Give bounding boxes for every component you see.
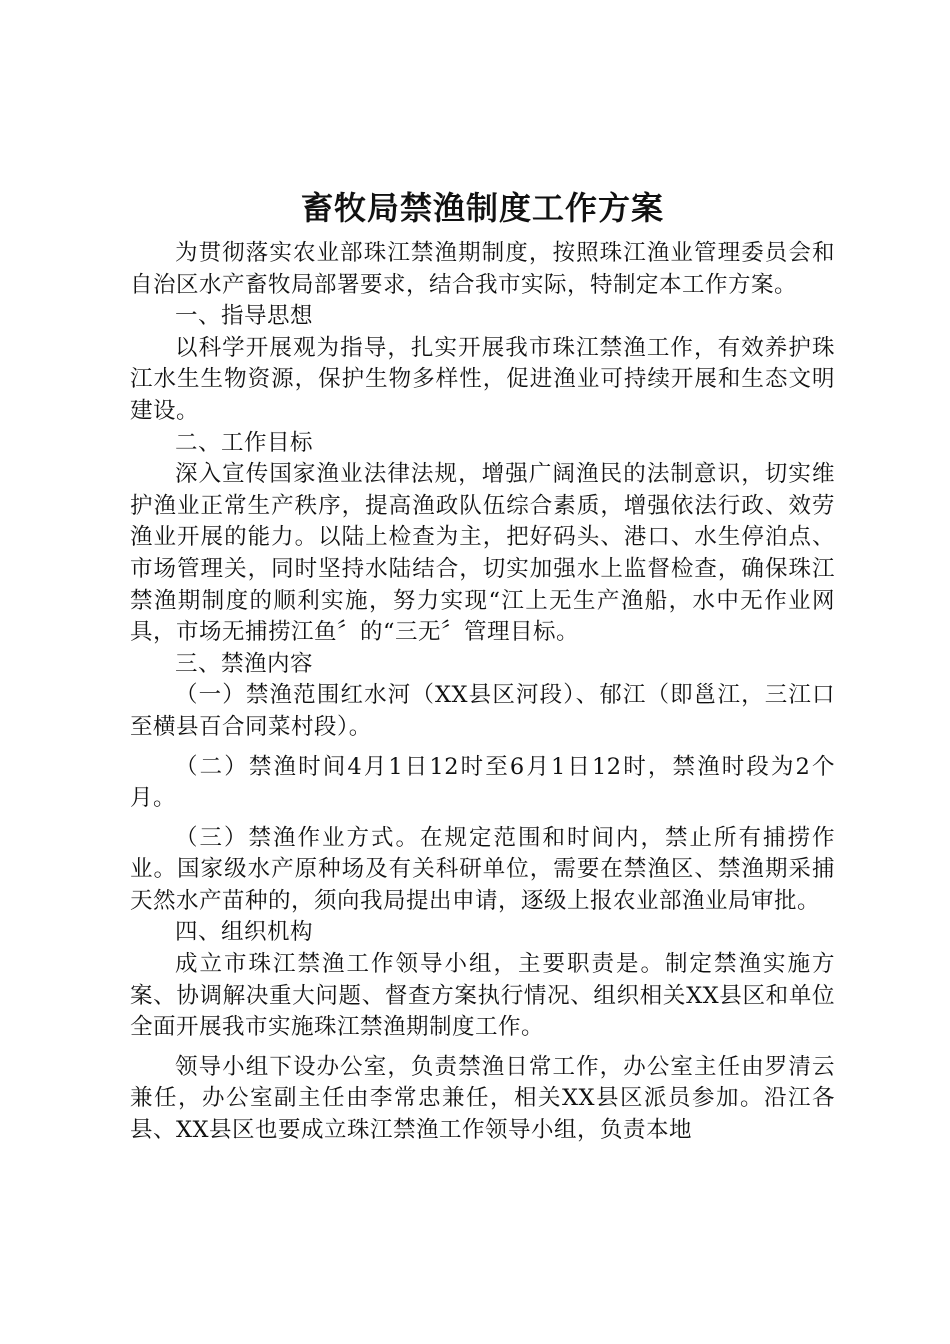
section-heading-work-goals: 二、工作目标 [175,429,314,456]
ban-time-paragraph: （二）禁渔时间4月1日12时至6月1日12时，禁渔时段为2个月。 [130,753,835,812]
ban-method-paragraph: （三）禁渔作业方式。在规定范围和时间内，禁止所有捕捞作业。国家级水产原种场及有关科研单位，需要在禁渔区、禁渔期采捕天然水产苗种的，须向我局提出申请，逐级上报农业部渔业局审批。 [130,824,835,914]
work-goals-paragraph: 深入宣传国家渔业法律法规，增强广阔渔民的法制意识，切实维护渔业正常生产秩序，提高渔政队伍综合素质，增强依法行政、效劳渔业开展的能力。以陆上检查为主，把好码头、港口、水生停泊点、市场管理关，同时坚持水陆结合，切实加强水上监督检查，确保珠江禁渔期制度的顺利实施，努力实现“江上无生产渔船，水中无作业网具，市场无捕捞江鱼〞的“三无〞管理目标。 [130,461,835,646]
intro-paragraph: 为贯彻落实农业部珠江禁渔期制度，按照珠江渔业管理委员会和自治区水产畜牧局部署要求，结合我市实际，特制定本工作方案。 [130,240,835,298]
document-page [130,178,835,1147]
leading-group-paragraph: 成立市珠江禁渔工作领导小组，主要职责是。制定禁渔实施方案、协调解决重大问题、督查方案执行情况、组织相关XX县区和单位全面开展我市实施珠江禁渔期制度工作。 [130,951,835,1041]
section-heading-guiding-thought: 一、指导思想 [175,303,314,330]
office-paragraph: 领导小组下设办公室，负责禁渔日常工作，办公室主任由罗清云兼任，办公室副主任由李常忠兼任，相关XX县区派员参加。沿江各县、XX县区也要成立珠江禁渔工作领导小组，负责本地 [130,1053,835,1144]
guiding-thought-paragraph: 以科学开展观为指导，扎实开展我市珠江禁渔工作，有效养护珠江水生生物资源，保护生物多样性，促进渔业可持续开展和生态文明建设。 [130,334,835,424]
section-heading-ban-content: 三、禁渔内容 [175,650,314,677]
section-heading-organization: 四、组织机构 [175,919,314,946]
document-title: 畜牧局禁渔制度工作方案 [300,189,664,227]
ban-scope-paragraph: （一）禁渔范围红水河（XX县区河段）、郁江（即邕江，三江口至横县百合同菜村段）。 [130,682,835,740]
